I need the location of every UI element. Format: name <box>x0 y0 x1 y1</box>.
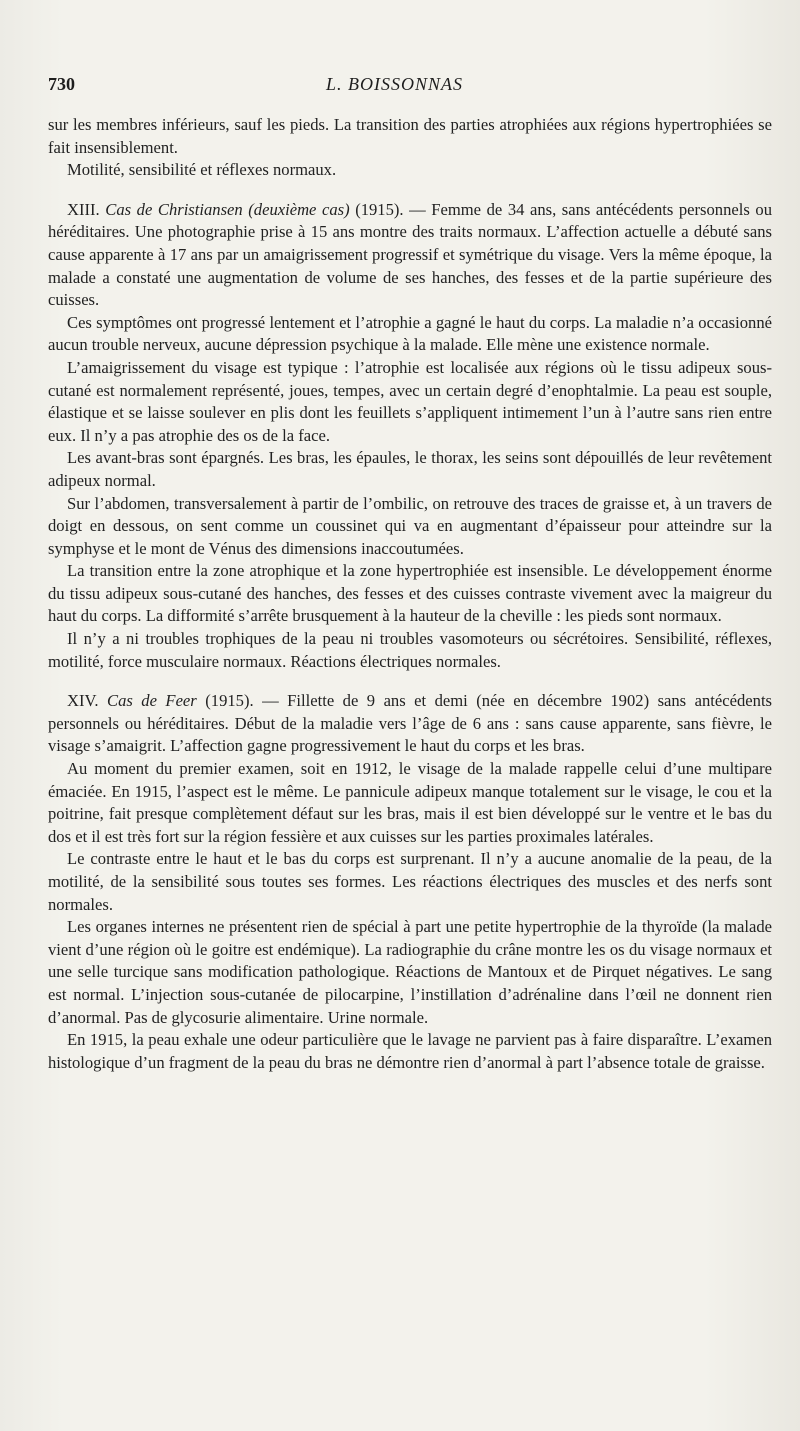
page-number: 730 <box>48 74 75 94</box>
paragraph-transition: La transition entre la zone atrophique et la zone hypertrophiée est insensible. Le développement énorme du tissu adipeux sous-cutané des hanches, des fesses et des cuisses contraste vivement avec la maigreur du haut du corps. La difformité s’arrête brusquement à la hauteur de la cheville : les pieds sont normaux. <box>48 561 772 626</box>
case-xiv-title: Cas de Feer <box>107 691 197 711</box>
paragraph-abdomen: Sur l’abdomen, transversalement à partir de l’ombilic, on retrouve des traces de graisse et, à un travers de doigt en dessous, on sent comme un coussinet qui va en augmentant d’épaisseur pour atteindre sur la symphyse et le mont de Vénus des dimensions inaccoutumées. <box>48 493 772 558</box>
case-xiii-number: XIII. <box>67 199 100 219</box>
paragraph-symptoms: Ces symptômes ont progressé lentement et l’atrophie a gagné le haut du corps. La maladie n’a occasionné aucun trouble nerveux, aucune dépression psychique à la malade. Elle mène une existence normale. <box>48 312 772 355</box>
case-xiv-paragraph <box>48 690 772 758</box>
paragraph-odor: En 1915, la peau exhale une odeur particulière que le lavage ne parvient pas à faire disparaître. L’examen histologique d’un fragment de la peau du bras ne démontre rien d’anormal à part l’absence totale de graisse. <box>48 1030 772 1072</box>
running-title: L. BOISSONNAS <box>326 74 464 94</box>
paragraph-continuation: sur les membres inférieurs, sauf les pieds. La transition des parties atrophiées aux régions hypertrophiées se fait insensiblement. <box>48 115 772 157</box>
case-xiii-year: (1915). <box>355 199 404 219</box>
case-xiii-paragraph <box>48 199 772 312</box>
paragraph-contrast: Le contraste entre le haut et le bas du corps est surprenant. Il n’y a aucune anomalie de la peau, de la motilité, de la sensibilité sous toutes ses formes. Les réactions électriques des muscles et des nerfs sont normales. <box>48 849 772 914</box>
paragraph-face: L’amaigrissement du visage est typique : l’atrophie est localisée aux régions où le tissu adipeux sous-cutané est normalement représenté, joues, tempes, avec un certain degré d’enophtalmie. La peau est souple, élastique et se laisse soulever en plis dont les feuillets s’appliquent intimement l’un à l’autre sans rien entre eux. Il n’y a pas atrophie des os de la face. <box>48 357 772 445</box>
case-xiv-year: (1915). <box>205 691 254 711</box>
case-xiv-text: — Fillette de 9 ans et demi (née en décembre 1902) sans antécédents personnels ou héréditaires. Début de la maladie vers l’âge de 6 ans : sans cause apparente, sans fièvre, le visage s’amaigrit. L’affection gagne progressivement le haut du corps et les bras. <box>48 691 773 756</box>
paragraph-first-exam: Au moment du premier examen, soit en 1912, le visage de la malade rappelle celui d’une multipare émaciée. En 1915, l’aspect est le même. Le pannicule adipeux manque totalement sur le visage, le cou et la poitrine, fait presque complètement défaut sur les bras, mais il est bien développé sur le ventre et le bas du dos et il est très fort sur la région fessière et aux cuisses sur les parties proximales latérales. <box>48 759 772 846</box>
page-header <box>48 74 760 98</box>
paragraph-motility: Motilité, sensibilité et réflexes normaux. <box>67 160 337 180</box>
case-xiii-text: — Femme de 34 ans, sans antécédents personnels ou héréditaires. Une photographie prise à 15 ans montre des traits normaux. L’affection actuelle a débuté sans cause apparente à 17 ans par un amaigrissement progressif et symétrique du visage. Vers la même époque, la malade a constaté une augmentation de volume de ses hanches, des fesses et de la partie supérieure des cuisses. <box>48 199 772 310</box>
paragraph-organs: Les organes internes ne présentent rien de spécial à part une petite hypertrophie de la thyroïde (la malade vient d’une région où le goitre est endémique). La radiographie du crâne montre les os du visage normaux et une selle turcique sans modification pathologique. Réactions de Mantoux et de Pirquet négatives. Le sang est normal. L’injection sous-cutanée de pilocarpine, l’instillation d’adrénaline dans l’œil ne donnent rien d’anormal. Pas de glycosurie alimentaire. Urine normale. <box>48 917 772 1027</box>
case-xiv-number: XIV. <box>67 691 99 711</box>
paragraph-arms: Les avant-bras sont épargnés. Les bras, les épaules, le thorax, les seins sont dépouillés de leur revêtement adipeux normal. <box>48 448 772 490</box>
body-text <box>48 114 772 1074</box>
case-xiii-title: Cas de Christiansen (deuxième cas) <box>105 199 350 219</box>
paragraph-trophic: Il n’y a ni troubles trophiques de la peau ni troubles vasomoteurs ou sécrétoires. Sensibilité, réflexes, motilité, force musculaire normaux. Réactions électriques normales. <box>48 629 772 671</box>
